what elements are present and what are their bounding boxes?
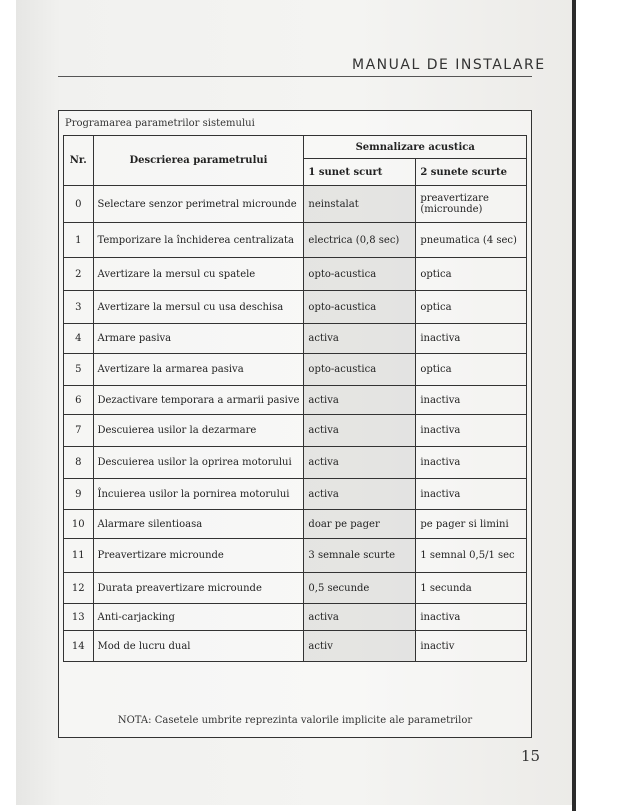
row-number: 13 [64, 604, 94, 631]
row-description: Avertizare la mersul cu spatele [93, 258, 304, 291]
row-description: Descuierea usilor la dezarmare [93, 415, 304, 447]
row-number: 5 [64, 354, 94, 386]
row-number: 9 [64, 479, 94, 510]
row-two-short-text: inactiva [420, 333, 461, 344]
row-number: 14 [64, 631, 94, 662]
row-description: Încuierea usilor la pornirea motorului [93, 479, 304, 510]
row-two-short-text: pe pager si limini [420, 518, 509, 530]
row-two-short-text: inactiva [420, 394, 461, 406]
page-number: 15 [521, 747, 541, 765]
row-one-short-value: opto-acustica [304, 291, 416, 324]
row-two-short-text: inactiva [420, 457, 461, 468]
row-description: Anti-carjacking [93, 604, 304, 631]
table-row [64, 510, 527, 539]
row-one-short-value: activa [304, 604, 416, 631]
header-description: Descrierea parametrului [93, 136, 304, 186]
row-two-short-value [416, 510, 527, 539]
row-two-short-value [416, 291, 527, 324]
row-two-short-text: pneumatica (4 sec) [420, 234, 517, 246]
row-number: 3 [64, 291, 94, 324]
row-description: Descuierea usilor la oprirea motorului [93, 447, 304, 479]
page-header-title: MANUAL DE INSTALARE [352, 57, 546, 73]
row-two-short-text: inactiva [420, 611, 461, 623]
row-one-short-value: activa [304, 447, 416, 479]
row-two-short-text: inactiva [420, 425, 461, 436]
row-one-short-value: activa [304, 324, 416, 354]
row-number: 10 [64, 510, 94, 539]
header-rule [58, 76, 532, 77]
row-number: 4 [64, 324, 94, 354]
table-title: Programarea parametrilor sistemului [65, 118, 255, 129]
table-row [64, 324, 527, 354]
row-two-short-value [416, 631, 527, 662]
row-two-short-value [416, 415, 527, 447]
row-one-short-value: 0,5 secunde [304, 573, 416, 604]
row-one-short-value: activa [304, 415, 416, 447]
row-one-short-value: opto-acustica [304, 354, 416, 386]
row-two-short-text: 1 secunda [420, 582, 472, 594]
table-row [64, 223, 527, 258]
row-one-short-value: doar pe pager [304, 510, 416, 539]
table-row [64, 573, 527, 604]
row-two-short-text: inactiva [420, 488, 461, 500]
row-number: 12 [64, 573, 94, 604]
row-number: 11 [64, 539, 94, 573]
row-number: 2 [64, 258, 94, 291]
row-two-short-text: optica [420, 301, 452, 313]
table-row [64, 415, 527, 447]
row-two-short-value [416, 324, 527, 354]
header-signal: Semnalizare acustica [304, 136, 527, 159]
row-two-short-value [416, 258, 527, 291]
table-row [64, 386, 527, 415]
row-two-short-text: preavertizare (microunde) [420, 193, 489, 215]
header-one-short: 1 sunet scurt [304, 159, 416, 186]
table-row [64, 291, 527, 324]
header-two-short: 2 sunete scurte [416, 159, 527, 186]
header-nr: Nr. [64, 136, 94, 186]
table-row [64, 354, 527, 386]
row-one-short-value: neinstalat [304, 186, 416, 223]
row-one-short-value: activ [304, 631, 416, 662]
row-number: 6 [64, 386, 94, 415]
row-two-short-text: optica [420, 364, 452, 375]
row-one-short-value: activa [304, 386, 416, 415]
parameters-table [63, 135, 527, 662]
row-two-short-value [416, 539, 527, 573]
row-two-short-value [416, 386, 527, 415]
row-description: Selectare senzor perimetral microunde [93, 186, 304, 223]
row-number: 8 [64, 447, 94, 479]
row-one-short-value: 3 semnale scurte [304, 539, 416, 573]
row-description: Avertizare la mersul cu usa deschisa [93, 291, 304, 324]
table-row [64, 258, 527, 291]
table-row [64, 479, 527, 510]
row-description: Mod de lucru dual [93, 631, 304, 662]
table-row [64, 539, 527, 573]
row-two-short-text: optica [420, 268, 452, 280]
row-one-short-value: activa [304, 479, 416, 510]
parameters-table-box [58, 110, 532, 738]
row-one-short-value: electrica (0,8 sec) [304, 223, 416, 258]
page-edge [572, 0, 576, 811]
row-two-short-value [416, 479, 527, 510]
row-two-short-value [416, 573, 527, 604]
row-two-short-text: inactiv [420, 640, 455, 652]
row-two-short-value [416, 223, 527, 258]
row-description: Temporizare la închiderea centralizata [93, 223, 304, 258]
table-row [64, 447, 527, 479]
row-one-short-value: opto-acustica [304, 258, 416, 291]
row-description: Durata preavertizare microunde [93, 573, 304, 604]
row-description: Armare pasiva [93, 324, 304, 354]
row-description: Preavertizare microunde [93, 539, 304, 573]
row-number: 1 [64, 223, 94, 258]
row-two-short-value [416, 186, 527, 223]
table-row [64, 186, 527, 223]
row-description: Avertizare la armarea pasiva [93, 354, 304, 386]
row-description: Alarmare silentioasa [93, 510, 304, 539]
table-row [64, 631, 527, 662]
row-two-short-text: 1 semnal 0,5/1 sec [420, 550, 515, 561]
row-two-short-value [416, 354, 527, 386]
table-note: NOTA: Casetele umbrite reprezinta valorile implicite ale parametrilor [117, 715, 473, 726]
row-two-short-value [416, 604, 527, 631]
row-two-short-value [416, 447, 527, 479]
row-number: 7 [64, 415, 94, 447]
table-row [64, 604, 527, 631]
row-number: 0 [64, 186, 94, 223]
row-description: Dezactivare temporara a armarii pasive [93, 386, 304, 415]
